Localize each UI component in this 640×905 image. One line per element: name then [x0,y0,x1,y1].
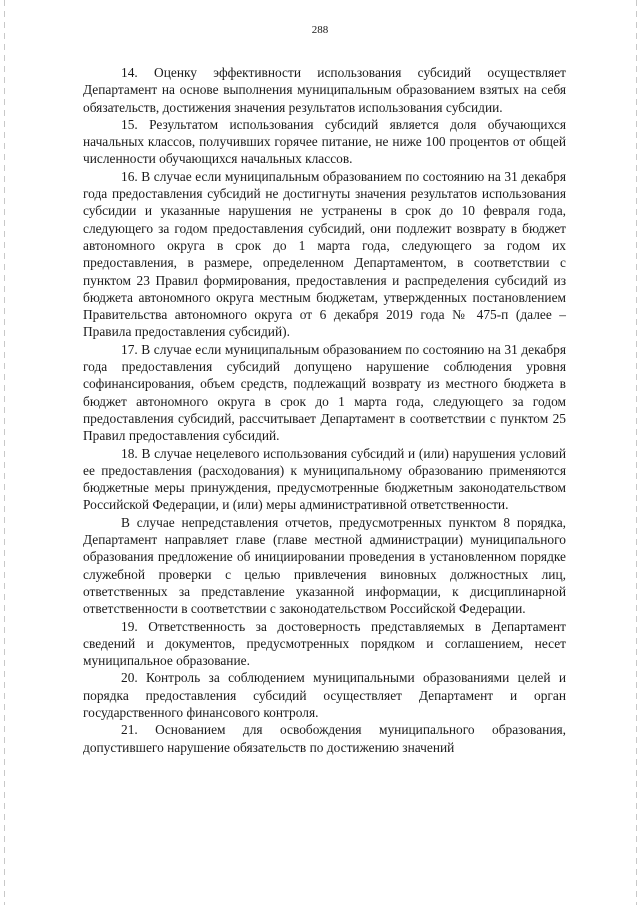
document-body [83,64,566,756]
paragraph-18-continued: В случае непредставления отчетов, предусмотренных пунктом 8 порядка, Департамент направляет главе (главе местной администрации) муниципального образования предложение об инициировании проведения в установленном порядке служебной проверки с целью привлечения виновных должностных лиц, ответственных за представление указанной информации, к дисциплинарной ответственности в соответствии с законодательством Российской Федерации. [83,514,566,617]
paragraph-15: 15. Результатом использования субсидий является доля обучающихся начальных классов, получивших горячее питание, не ниже 100 процентов от общей численности обучающихся начальных классов. [83,116,566,167]
scan-edge-right [636,0,637,905]
paragraph-21: 21. Основанием для освобождения муниципального образования, допустившего нарушение обязательств по достижению значений [83,722,566,755]
paragraph-16: 16. В случае если муниципальным образованием по состоянию на 31 декабря года предоставления субсидий не достигнуты значения результатов использования субсидии и указанные нарушения не устранены в срок до 10 февраля года, следующего за годом предоставления субсидий, они подлежит возврату в бюджет автономного округа в срок до 1 марта года, следующего за годом их предоставления, в размере, определенном Департаментом, в соответствии с пунктом 23 Правил формирования, предоставления и распределения субсидий из бюджета автономного округа местным бюджетам, утвержденных постановлением Правительства автономного округа от 6 декабря 2019 года № 475-п (далее – Правила предоставления субсидий). [83,168,566,340]
scan-edge-left [4,0,5,905]
paragraph-18: 18. В случае нецелевого использования субсидий и (или) нарушения условий ее предоставления (расходования) к муниципальному образованию применяются бюджетные меры принуждения, предусмотренные бюджетным законодательством Российской Федерации, и (или) меры административной ответственности. [83,445,566,513]
paragraph-14: 14. Оценку эффективности использования субсидий осуществляет Департамент на основе выполнения муниципальным образованием взятых на себя обязательств, достижения значения результатов использования субсидии. [83,65,566,115]
paragraph-20: 20. Контроль за соблюдением муниципальными образованиями целей и порядка предоставления субсидий осуществляет Департамент и орган государственного финансового контроля. [83,670,566,720]
paragraph-19: 19. Ответственность за достоверность представляемых в Департамент сведений и документов, предусмотренных порядком и соглашением, несет муниципальное образование. [83,618,566,669]
page-number: 288 [311,24,329,36]
paragraph-17: 17. В случае если муниципальным образованием по состоянию на 31 декабря года предоставления субсидий допущено нарушение соблюдения уровня софинансирования, объем средств, подлежащий возврату из местного бюджета в бюджет автономного округа в срок до 1 марта года, следующего за годом предоставления субсидий, рассчитывает Департамент в соответствии с пунктом 25 Правил предоставления субсидий. [83,341,566,444]
